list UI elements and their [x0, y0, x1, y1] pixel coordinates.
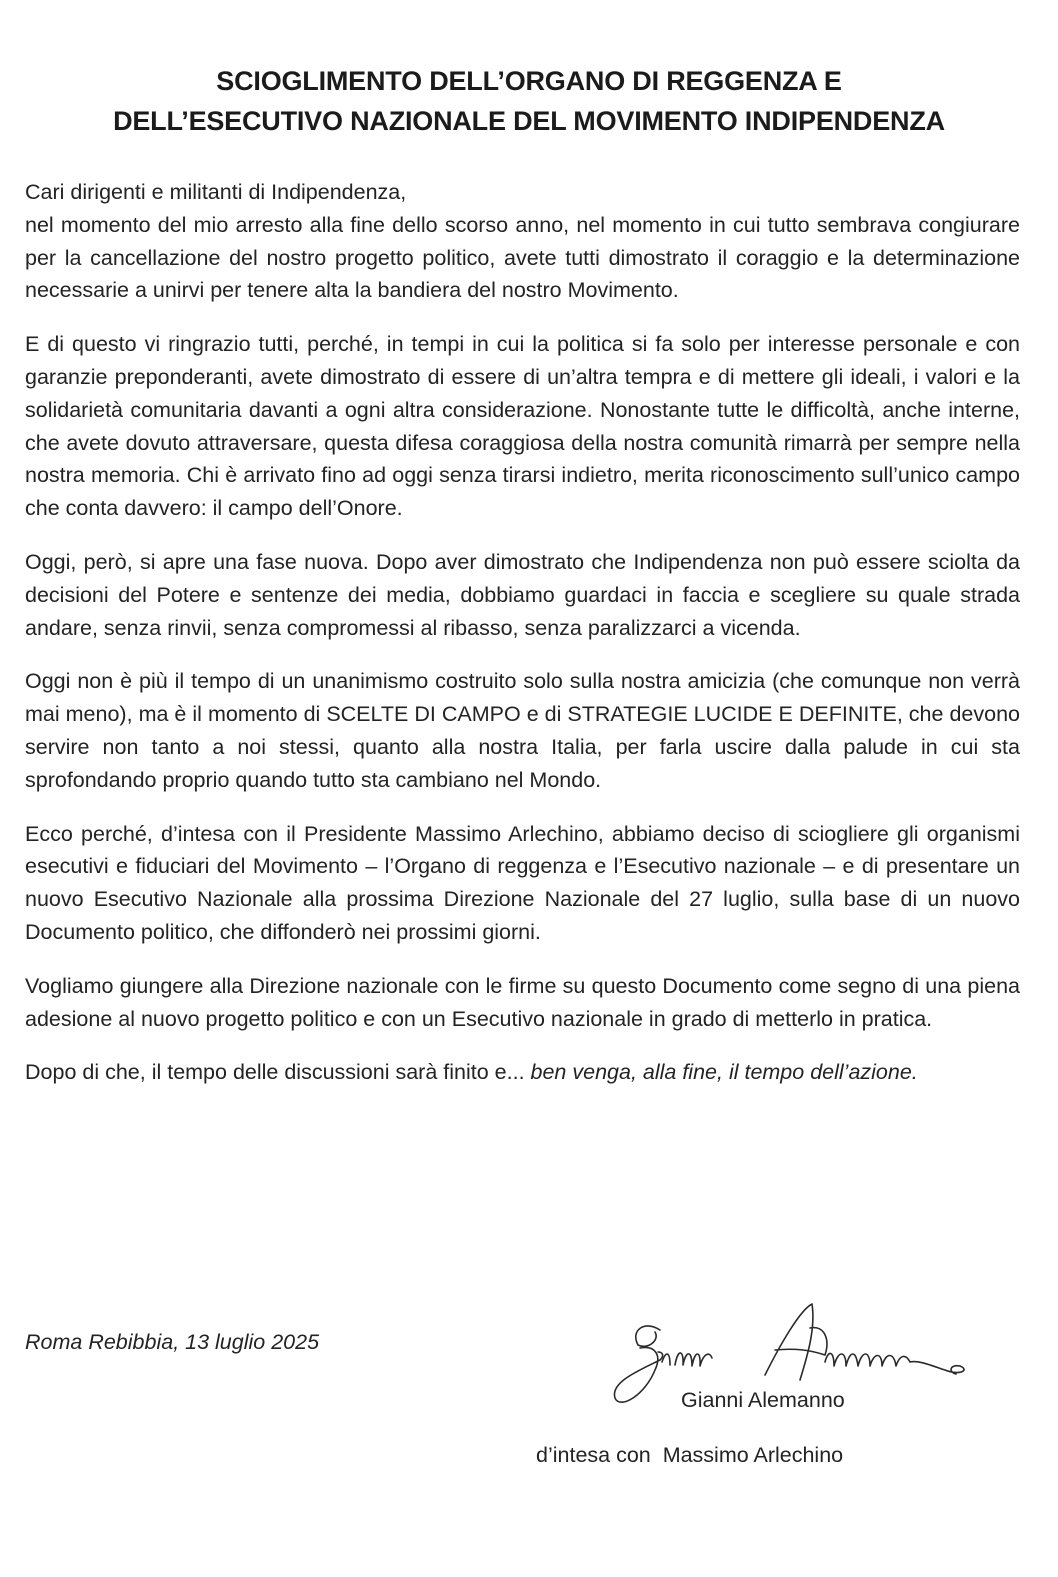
salutation: Cari dirigenti e militanti di Indipendenza, [25, 180, 407, 204]
signature-stroke-lemanno [825, 1353, 964, 1374]
letter-body [25, 176, 1020, 1089]
signature-stroke-a [765, 1304, 827, 1380]
paragraph-6: Vogliamo giungere alla Direzione nazionale con le firme su questo Documento come segno di una piena adesione al nuovo progetto politico e con un Esecutivo nazionale in grado di metterlo in pratica. [25, 973, 1020, 1031]
closing-regular: Dopo di che, il tempo delle discussioni sarà finito e... [25, 1060, 531, 1085]
closing-italic: ben venga, alla fine, il tempo dell’azione. [530, 1060, 918, 1085]
signature-stroke-g [614, 1326, 662, 1402]
paragraph-1: nel momento del mio arresto alla fine dello scorso anno, nel momento in cui tutto sembrava congiurare per la cancellazione del nostro progetto politico, avete tutti dimostrato il coraggio e la determinazione necessarie a unirvi per tenere alta la bandiera del nostro Movimento. [25, 212, 1020, 303]
paragraph-4: Oggi non è più il tempo di un unanimismo costruito solo sulla nostra amicizia (che comunque non verrà mai meno), ma è il momento di SCELTE DI CAMPO e di STRATEGIE LUCIDE E DEFINITE, che devono servire non tanto a noi stessi, quanto alla nostra Italia, per farla uscire dalla palude in cui sta sprofondando proprio quando tutto sta cambiano nel Mondo. [25, 669, 1020, 792]
paragraph-2: E di questo vi ringrazio tutti, perché, in tempi in cui la politica si fa solo per interesse personale e con garanzie preponderanti, avete dimostrato di essere di un’altra tempra e di mettere gli ideali, i valori e la solidarietà comunitaria davanti a ogni altra considerazione. Nonostante tutte le difficoltà, anche interne, che avete dovuto attraversare, questa difesa coraggiosa della nostra comunità rimarrà per sempre nella nostra memoria. Chi è arrivato fino ad oggi senza tirarsi indietro, merita riconoscimento sull’unico campo che conta davvero: il campo dell’Onore. [25, 332, 1020, 521]
place-date: Roma Rebibbia, 13 luglio 2025 [25, 1330, 320, 1354]
signature-stroke-ianni [662, 1353, 712, 1366]
document-title-line-2: DELL’ESECUTIVO NAZIONALE DEL MOVIMENTO INDIPENDENZA [113, 106, 945, 136]
paragraph-3: Oggi, però, si apre una fase nuova. Dopo aver dimostrato che Indipendenza non può essere sciolta da decisioni del Potere e sentenze dei media, dobbiamo guardaci in faccia e scegliere su quale strada andare, senza rinvii, senza compromessi al ribasso, senza paralizzarci a vicenda. [25, 549, 1020, 640]
agreement-line: d’intesa con Massimo Arlechino [536, 1443, 844, 1467]
document-title-line-1: SCIOGLIMENTO DELL’ORGANO DI REGGENZA E [216, 66, 842, 96]
signatory-name: Gianni Alemanno [681, 1388, 845, 1412]
paragraph-5: Ecco perché, d’intesa con il Presidente Massimo Arlechino, abbiamo deciso di sciogliere gli organismi esecutivi e fiduciari del Movimento – l’Organo di reggenza e l’Esecutivo nazionale – e di presentare un nuovo Esecutivo Nazionale alla prossima Direzione Nazionale del 27 luglio, sulla base di un nuovo Documento politico, che diffonderò nei prossimi giorni. [25, 821, 1020, 944]
closing-paragraph [25, 1056, 1020, 1089]
